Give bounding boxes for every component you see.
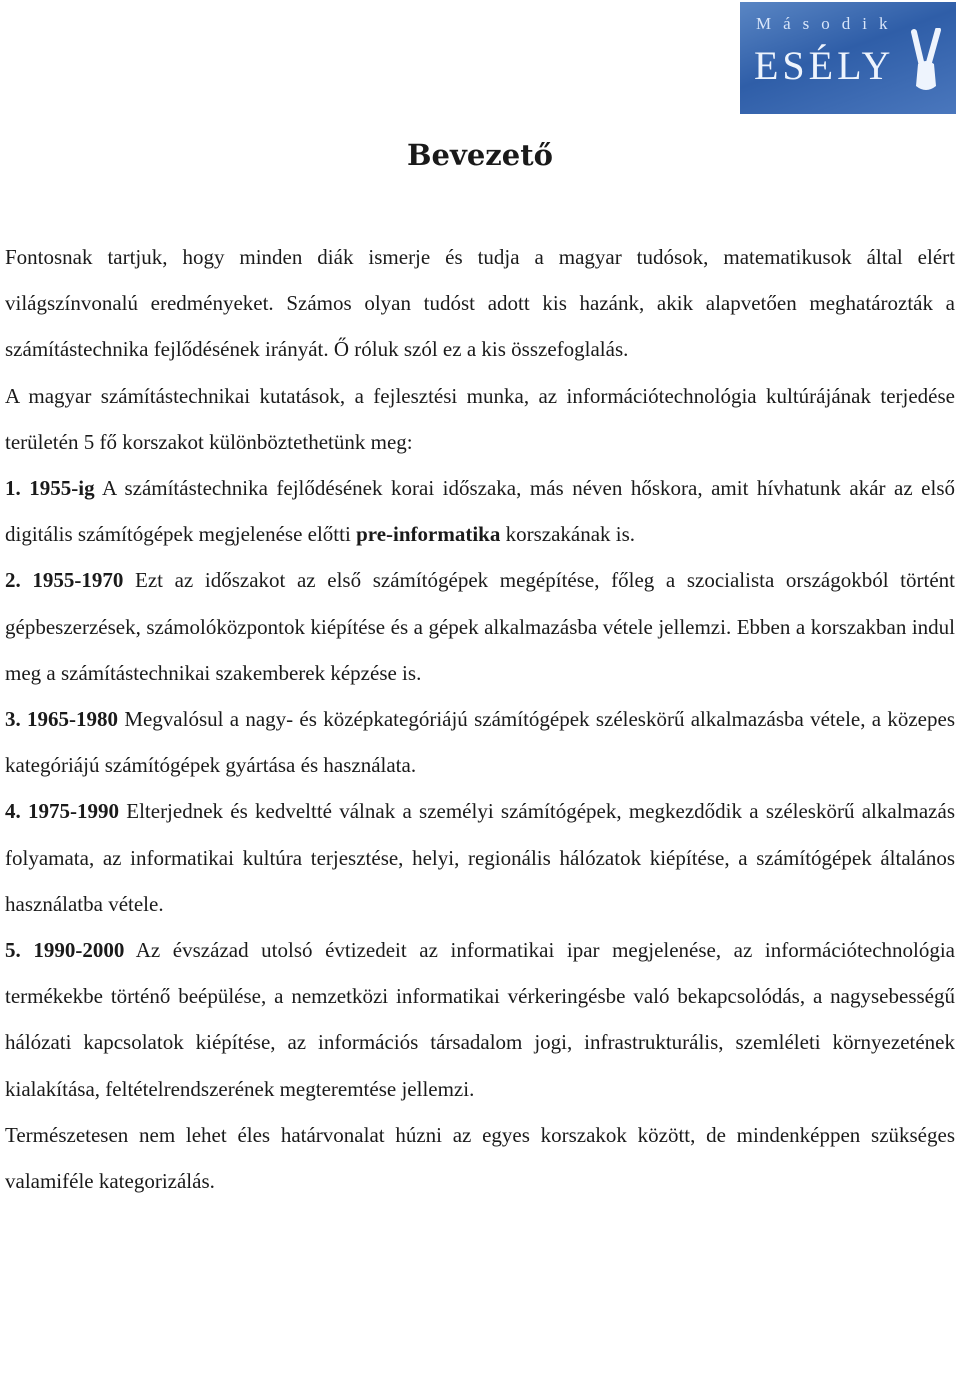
period-years: 1975-1990 — [28, 799, 119, 824]
page-title: Bevezető — [407, 138, 553, 172]
period-number: 2. — [5, 568, 21, 593]
period-number: 3. — [5, 707, 21, 732]
period-text: Elterjednek és kedveltté válnak a személyi számítógépek, megkezdődik a széleskörű alkalmazás folyamata, az informatikai kultúra terjesztése, helyi, regionális hálózatok kiépítése, a számítógépek általános használatba vétele. — [5, 799, 955, 916]
period-item — [5, 696, 955, 788]
period-number: 5. — [5, 938, 21, 963]
period-bold-term: pre-informatika — [356, 522, 501, 547]
period-item — [5, 927, 955, 1112]
period-years: 1955-1970 — [32, 568, 124, 593]
period-years: 1955-ig — [29, 476, 95, 501]
period-years: 1965-1980 — [27, 707, 119, 732]
period-text: Ezt az időszakot az első számítógépek megépítése, főleg a szocialista országokból történt gépbeszerzések, számolóközpontok kiépítése és a gépek alkalmazásba vétele jellemzi. Ebben a korszakban indul meg a számítástechnikai szakemberek képzése is. — [5, 568, 956, 685]
victory-hand-icon — [906, 28, 946, 100]
document-body — [5, 234, 955, 1204]
intro-paragraph: Fontosnak tartjuk, hogy minden diák ismerje és tudja a magyar tudósok, matematikusok által elért világszínvonalú eredményeket. Számos olyan tudóst adott kis hazánk, akik alapvetően meghatározták a számítástechnika fejlődésének irányát. Ő róluk szól ez a kis összefoglalás. — [5, 245, 955, 362]
period-number: 1. — [5, 476, 21, 501]
period-item — [5, 788, 955, 927]
period-text: korszakának is. — [505, 522, 636, 547]
period-number: 4. — [5, 799, 21, 824]
period-text: Megvalósul a nagy- és középkategóriájú számítógépek széleskörű alkalmazásba vétele, a közepes kategóriájú számítógépek gyártása és használata. — [5, 707, 956, 778]
period-years: 1990-2000 — [33, 938, 125, 963]
closing-paragraph: Természetesen nem lehet éles határvonalat húzni az egyes korszakok között, de mindenképpen szükséges valamiféle kategorizálás. — [5, 1122, 955, 1194]
masodik-esely-logo — [740, 2, 956, 114]
period-text: A számítástechnika fejlődésének korai időszaka, más néven hőskora, amit hívhatunk akár az első digitális számítógépek megjelenése előtti — [5, 476, 956, 547]
logo-title: ESÉLY — [754, 43, 895, 88]
period-item — [5, 557, 955, 696]
period-text: Az évszázad utolsó évtizedeit az informatikai ipar megjelenése, az információtechnológia termékekbe történő beépülése, a nemzetközi informatikai vérkeringésbe való bekapcsolódás, a nagysebességű hálózati kapcsolatok kiépítése, az információs társadalom jogi, infrastrukturális, szemléleti környezetének kialakítása, feltételrendszerének megteremtése jellemzi. — [5, 938, 955, 1101]
logo-subtitle: Második — [756, 14, 900, 33]
period-item — [5, 465, 955, 557]
intro-paragraph: A magyar számítástechnikai kutatások, a fejlesztési munka, az információtechnológia kultúrájának terjedése területén 5 fő korszakot különböztethetünk meg: — [5, 383, 955, 454]
